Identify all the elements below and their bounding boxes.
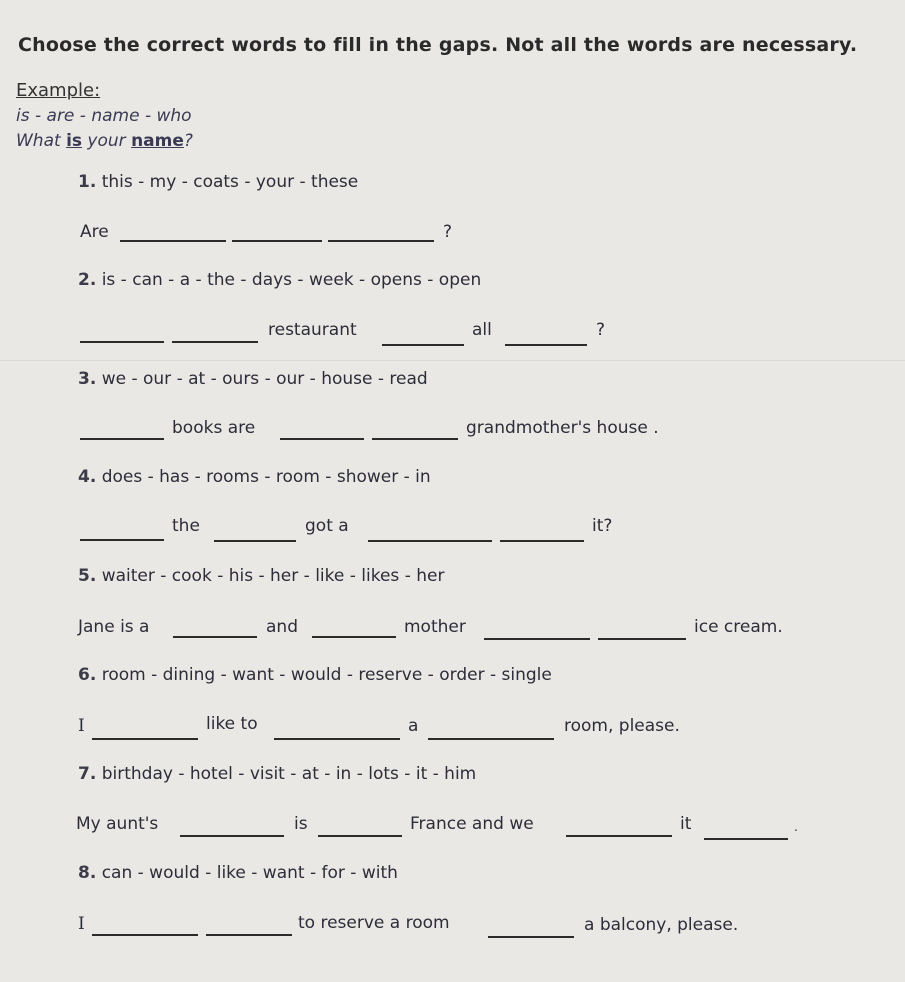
word-list-2	[78, 270, 481, 290]
sentence-text: ?	[596, 320, 606, 340]
sentence-text: ice cream.	[694, 617, 783, 637]
sentence-text: and	[266, 617, 298, 637]
gap-blank[interactable]	[274, 738, 400, 740]
gap-blank[interactable]	[488, 936, 574, 938]
example-text: What	[16, 131, 67, 151]
word-choices: is - can - a - the - days - week - opens - open	[101, 270, 482, 290]
example-sentence	[16, 131, 193, 151]
sentence-text: it?	[592, 516, 613, 536]
gap-blank[interactable]	[312, 636, 396, 638]
example-answer: name	[131, 131, 184, 151]
gap-blank[interactable]	[382, 344, 464, 346]
gap-blank[interactable]	[368, 540, 492, 542]
gap-blank[interactable]	[80, 341, 164, 343]
sentence-text: it	[680, 814, 692, 834]
gap-blank[interactable]	[598, 638, 686, 640]
word-list-5	[78, 566, 444, 586]
sentence-text: .	[794, 820, 798, 834]
word-choices: does - has - rooms - room - shower - in	[101, 467, 431, 487]
sentence-text: ?	[443, 222, 453, 242]
gap-blank[interactable]	[500, 540, 584, 542]
gap-blank[interactable]	[505, 344, 587, 346]
sentence-text: all	[472, 320, 492, 340]
gap-blank[interactable]	[372, 438, 458, 440]
sentence-text: Jane is a	[78, 617, 150, 637]
question-number: 4.	[78, 467, 97, 487]
gap-blank[interactable]	[80, 539, 164, 541]
gap-blank[interactable]	[280, 438, 364, 440]
question-number: 2.	[78, 270, 97, 290]
question-number: 1.	[78, 172, 97, 192]
gap-blank[interactable]	[180, 835, 284, 837]
gap-blank[interactable]	[80, 438, 164, 440]
gap-blank[interactable]	[704, 838, 788, 840]
gap-blank[interactable]	[318, 835, 402, 837]
sentence-text: I	[78, 716, 85, 736]
word-list-3	[78, 369, 428, 389]
gap-blank[interactable]	[92, 738, 198, 740]
word-choices: we - our - at - ours - our - house - read	[101, 369, 428, 389]
sentence-text: Are	[80, 222, 109, 242]
example-answer: is	[66, 131, 83, 151]
gap-blank[interactable]	[484, 638, 590, 640]
gap-blank[interactable]	[173, 636, 257, 638]
example-text: ?	[183, 131, 193, 151]
sentence-text: France and we	[410, 814, 534, 834]
word-list-6	[78, 665, 552, 685]
sentence-text: I	[78, 914, 85, 934]
sentence-text: to reserve a room	[298, 913, 450, 933]
sentence-text: room, please.	[564, 716, 680, 736]
sentence-text: a	[408, 716, 419, 736]
word-choices: birthday - hotel - visit - at - in - lots - it - him	[101, 764, 477, 784]
sentence-text: restaurant	[268, 320, 357, 340]
sentence-text: a balcony, please.	[584, 915, 739, 935]
sentence-text: mother	[404, 617, 466, 637]
word-list-8	[78, 863, 398, 883]
word-list-7	[78, 764, 476, 784]
gap-blank[interactable]	[120, 240, 226, 242]
sentence-text: the	[172, 516, 200, 536]
divider	[0, 360, 905, 361]
word-choices: can - would - like - want - for - with	[101, 863, 398, 883]
gap-blank[interactable]	[172, 341, 258, 343]
word-choices: waiter - cook - his - her - like - likes - her	[101, 566, 445, 586]
sentence-text: is	[294, 814, 308, 834]
example-text: your	[82, 131, 132, 151]
sentence-text: books are	[172, 418, 256, 438]
question-number: 8.	[78, 863, 97, 883]
example-word-list: is - are - name - who	[16, 106, 192, 126]
word-choices: this - my - coats - your - these	[101, 172, 359, 192]
gap-blank[interactable]	[566, 835, 672, 837]
sentence-text: like to	[206, 714, 258, 734]
sentence-text: got a	[305, 516, 349, 536]
gap-blank[interactable]	[232, 240, 322, 242]
question-number: 5.	[78, 566, 97, 586]
word-choices: room - dining - want - would - reserve - order - single	[101, 665, 552, 685]
word-list-4	[78, 467, 431, 487]
question-number: 7.	[78, 764, 97, 784]
gap-blank[interactable]	[214, 540, 296, 542]
gap-blank[interactable]	[328, 240, 434, 242]
question-number: 6.	[78, 665, 97, 685]
example-label: Example:	[16, 80, 101, 101]
sentence-text: My aunt's	[76, 814, 159, 834]
gap-blank[interactable]	[428, 738, 554, 740]
gap-blank[interactable]	[92, 934, 198, 936]
question-number: 3.	[78, 369, 97, 389]
word-list-1	[78, 172, 358, 192]
gap-blank[interactable]	[206, 934, 292, 936]
instructions-title: Choose the correct words to fill in the gaps. Not all the words are necessary.	[18, 34, 858, 56]
sentence-text: grandmother's house .	[466, 418, 659, 438]
